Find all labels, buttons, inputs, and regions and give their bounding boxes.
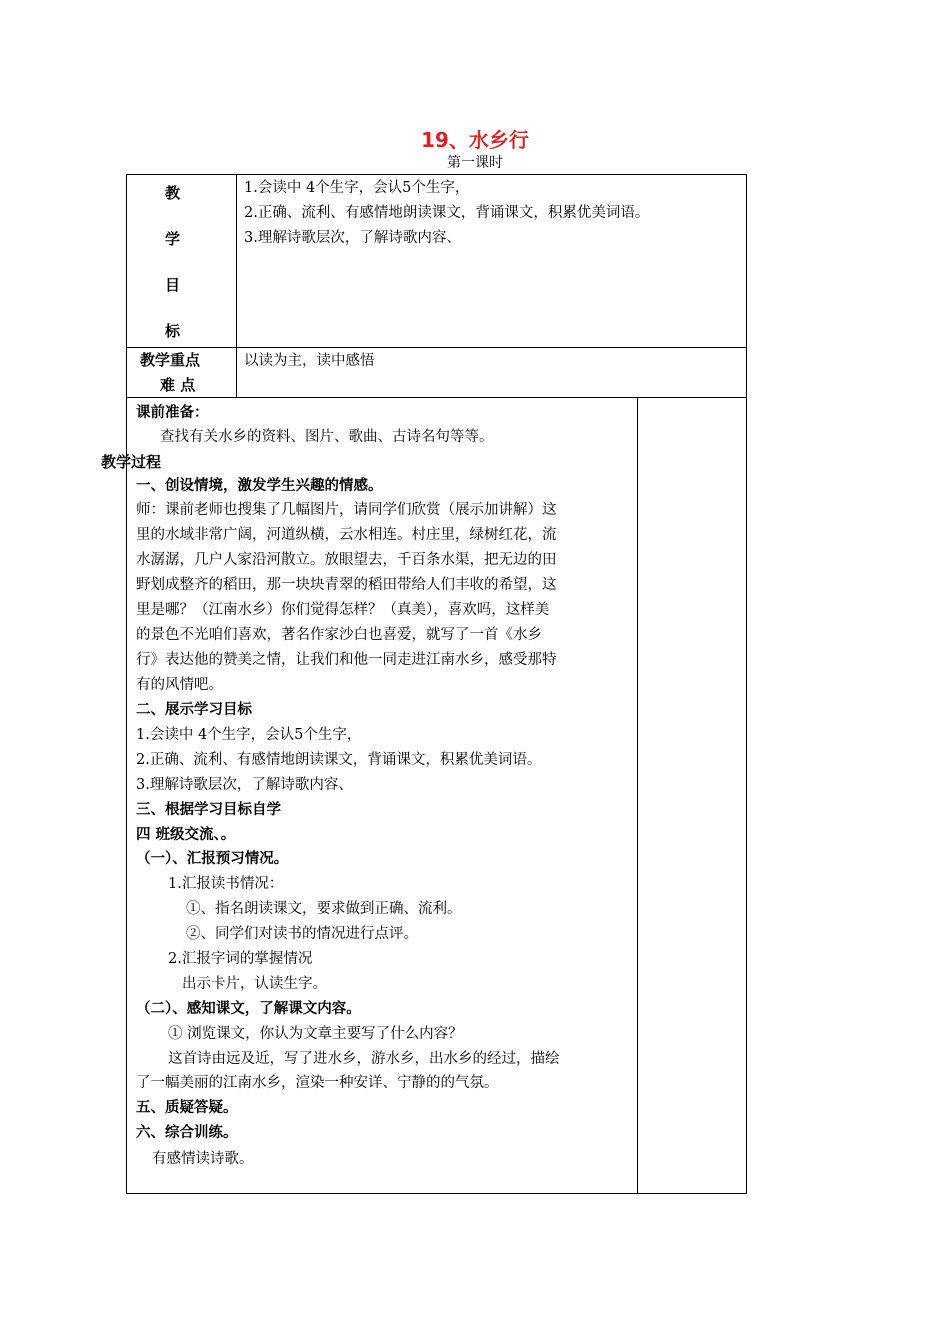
- process-line: 五、质疑答疑。: [136, 1100, 238, 1116]
- table-border-top: [126, 174, 747, 175]
- process-line: 2.汇报字词的掌握情况: [168, 951, 313, 967]
- objective-1: 1.会读中 4个生字，会认5个生字，: [244, 180, 470, 196]
- process-line: 的景色不光咱们喜欢，著名作家沙白也喜爱，就写了一首《水乡: [136, 627, 542, 643]
- process-line: （一）、汇报预习情况。: [136, 851, 289, 867]
- table-divider-notes: [637, 397, 638, 1194]
- difficulty-label-line1: 教学重点: [140, 351, 201, 369]
- process-line: 1.汇报读书情况：: [168, 876, 284, 892]
- process-line: 里是哪？（江南水乡）你们觉得怎样？（真美），喜欢吗，这样美: [136, 602, 550, 618]
- process-line: 课前准备：: [136, 405, 209, 421]
- process-line: 一、创设情境，激发学生兴趣的情感。: [136, 478, 383, 494]
- table-border-row1: [126, 347, 747, 348]
- objective-2: 2.正确、流利、有感情地朗读课文，背诵课文，积累优美词语。: [244, 205, 650, 221]
- process-line: 里的水域非常广阔，河道纵横，云水相连。村庄里，绿树红花，流: [136, 527, 557, 543]
- table-divider-label: [236, 174, 237, 398]
- objectives-label-4: 标: [165, 322, 181, 340]
- process-line: 有的风情吧。: [136, 677, 223, 693]
- process-line: ②、同学们对读书的情况进行点评。: [186, 926, 418, 942]
- document-title: 19、水乡行: [421, 128, 529, 152]
- process-line: 水潺潺，几户人家沿河散立。放眼望去，千百条水渠，把无边的田: [136, 552, 557, 568]
- difficulty-text: 以读为主，读中感悟: [244, 353, 375, 369]
- process-line: 出示卡片，认读生字。: [182, 976, 327, 992]
- process-line: 行》表达他的赞美之情，让我们和他一同走进江南水乡，感受那特: [136, 652, 557, 668]
- table-border-right: [746, 174, 747, 1194]
- process-line: 这首诗由远及近，写了进水乡，游水乡，出水乡的经过，描绘: [168, 1051, 560, 1067]
- objectives-label-1: 教: [165, 184, 181, 202]
- process-line: 1.会读中 4个生字，会认5个生字，: [136, 727, 362, 743]
- process-line: 有感情读诗歌。: [152, 1151, 254, 1167]
- table-border-row2: [126, 397, 747, 398]
- process-line: 六、综合训练。: [136, 1125, 238, 1141]
- process-line: 3.理解诗歌层次，了解诗歌内容、: [136, 777, 353, 793]
- process-line: （二）、感知课文，了解课文内容。: [136, 1001, 361, 1017]
- process-line: 2.正确、流利、有感情地朗读课文，背诵课文，积累优美词语。: [136, 752, 542, 768]
- table-border-bottom: [126, 1193, 747, 1194]
- process-line: 师：课前老师也搜集了几幅图片，请同学们欣赏（展示加讲解）这: [136, 502, 557, 518]
- difficulty-label-line2: 难 点: [160, 376, 196, 394]
- process-line: ① 浏览课文，你认为文章主要写了什么内容？: [168, 1026, 463, 1042]
- process-line: 野划成整齐的稻田，那一块块青翠的稻田带给人们丰收的希望，这: [136, 577, 557, 593]
- process-line: ①、指名朗读课文，要求做到正确、流利。: [186, 901, 462, 917]
- objectives-label-2: 学: [165, 230, 181, 248]
- process-line: 了一幅美丽的江南水乡，渲染一种安详、宁静的的气氛。: [136, 1075, 499, 1091]
- process-line: 查找有关水乡的资料、图片、歌曲、古诗名句等等。: [160, 429, 494, 445]
- process-side-label: 教学过程: [101, 453, 162, 471]
- table-border-left: [126, 174, 127, 1194]
- process-line: 四 班级交流、。: [136, 827, 236, 843]
- objective-3: 3.理解诗歌层次，了解诗歌内容、: [244, 230, 461, 246]
- process-line: 二、展示学习目标: [136, 702, 252, 718]
- objectives-label-3: 目: [165, 276, 181, 294]
- process-line: 三、根据学习目标自学: [136, 802, 281, 818]
- lesson-period: 第一课时: [447, 155, 503, 171]
